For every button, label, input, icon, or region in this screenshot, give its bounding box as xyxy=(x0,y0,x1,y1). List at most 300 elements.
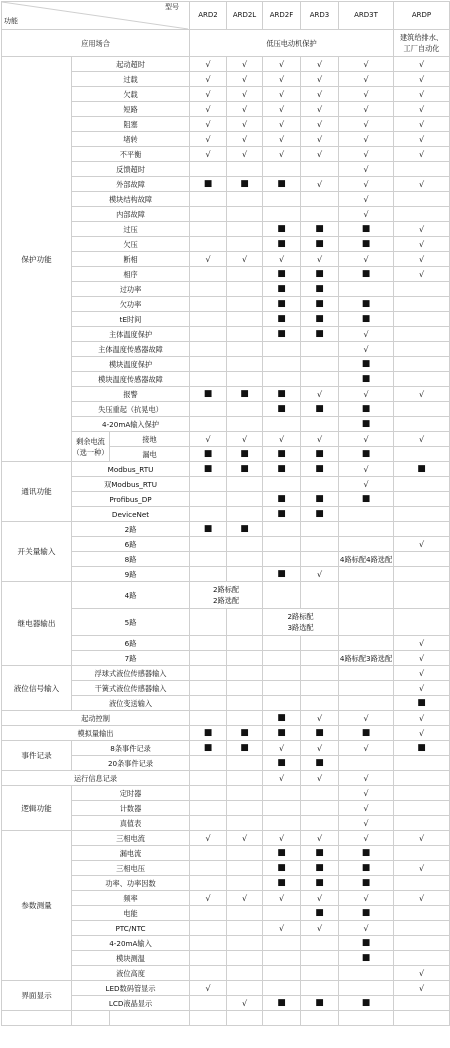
value-cell-ard3t xyxy=(339,666,394,681)
row-label: 欠功率 xyxy=(72,297,190,312)
value-cell-ardp xyxy=(394,522,450,537)
value-cell-ard2f xyxy=(263,192,301,207)
value-cell-ard2f: √ xyxy=(263,921,301,936)
empty-cell xyxy=(394,1011,450,1026)
empty-cell xyxy=(72,1011,110,1026)
residual-label-line2: （选一种） xyxy=(72,447,109,457)
value-cell-ard3: ■ xyxy=(301,447,339,462)
model-header-ard2f: ARD2F xyxy=(263,2,301,30)
row-label: 浮球式液位传感器输入 xyxy=(72,666,190,681)
value-cell-ard3 xyxy=(301,981,339,996)
row-label: Modbus_RTU xyxy=(72,462,190,477)
value-cell-ard2f: ■ xyxy=(263,861,301,876)
value-cell-ardp: √ xyxy=(394,681,450,696)
value-cell-ard3t: ■ xyxy=(339,312,394,327)
value-cell-ard2 xyxy=(190,786,227,801)
value-cell-ard2 xyxy=(190,861,227,876)
value-cell-ardp xyxy=(394,936,450,951)
value-cell-ardp: √ xyxy=(394,966,450,981)
value-cell-ard3t: ■ xyxy=(339,357,394,372)
application-row xyxy=(2,30,450,57)
category-label: 液位信号输入 xyxy=(2,666,72,711)
value-cell-ard2l xyxy=(227,282,263,297)
value-cell-ard2f: √ xyxy=(263,831,301,846)
value-cell-ard3t: √ xyxy=(339,921,394,936)
value-cell-ard3t: √ xyxy=(339,327,394,342)
value-cell-ard3: ■ xyxy=(301,492,339,507)
application-ardp-line1: 建筑给排水、 xyxy=(399,33,444,42)
comparison-table xyxy=(1,1,450,1026)
value-cell-ard2f: √ xyxy=(263,72,301,87)
value-cell-ardp: ■ xyxy=(394,696,450,711)
value-cell-ard3t xyxy=(339,522,394,537)
value-cell-ard2l: √ xyxy=(227,891,263,906)
relay-5-ard2f-ard3 xyxy=(263,609,339,636)
value-cell-ard2l xyxy=(227,297,263,312)
value-cell-ardp xyxy=(394,771,450,786)
empty-cell xyxy=(339,1011,394,1026)
value-cell-ard3t xyxy=(339,567,394,582)
value-cell-ard2l xyxy=(227,222,263,237)
value-cell-ard2f xyxy=(263,666,301,681)
value-cell-ard2f: ■ xyxy=(263,996,301,1011)
value-cell-ardp: √ xyxy=(394,87,450,102)
category-label: 通讯功能 xyxy=(2,462,72,522)
value-cell-ard3t: ■ xyxy=(339,447,394,462)
value-cell-ard2 xyxy=(190,552,227,567)
value-cell-ard3: ■ xyxy=(301,876,339,891)
table-row xyxy=(2,726,450,741)
value-cell-ardp xyxy=(394,282,450,297)
value-cell-ard2 xyxy=(190,402,227,417)
value-cell-ard3 xyxy=(301,801,339,816)
value-cell-ard2l: ■ xyxy=(227,447,263,462)
value-cell-ard3t: ■ xyxy=(339,222,394,237)
value-cell-ard2l: √ xyxy=(227,252,263,267)
value-cell-ard2l xyxy=(227,402,263,417)
value-cell-ard2l xyxy=(227,681,263,696)
value-cell-ard2 xyxy=(190,357,227,372)
value-cell-ard2: ■ xyxy=(190,462,227,477)
row-label: 4-20mA输入保护 xyxy=(72,417,190,432)
empty-cell xyxy=(190,1011,227,1026)
value-cell-ard3: √ xyxy=(301,132,339,147)
value-cell-ard3t xyxy=(339,981,394,996)
row-label: 报警 xyxy=(72,387,190,402)
value-cell-ard2: √ xyxy=(190,432,227,447)
value-cell-ard2f: ■ xyxy=(263,447,301,462)
value-cell-ardp xyxy=(394,567,450,582)
row-label: 4-20mA输入 xyxy=(72,936,190,951)
value-cell-ard2f: √ xyxy=(263,741,301,756)
value-cell-ard2l: √ xyxy=(227,57,263,72)
value-cell-ard2 xyxy=(190,711,227,726)
value-cell-ard3t: 4路标配3路选配 xyxy=(339,651,394,666)
row-label: 断相 xyxy=(72,252,190,267)
value-cell-ardp: √ xyxy=(394,237,450,252)
value-cell-ardp xyxy=(394,162,450,177)
value-cell-ard2 xyxy=(190,609,227,636)
value-cell-ard2 xyxy=(190,816,227,831)
value-cell-ard3t: ■ xyxy=(339,726,394,741)
value-cell-ard2 xyxy=(190,801,227,816)
value-cell-ard3 xyxy=(301,372,339,387)
value-cell-ardp: √ xyxy=(394,132,450,147)
value-cell-ard2l xyxy=(227,801,263,816)
value-cell-ard2f: √ xyxy=(263,252,301,267)
value-cell-ard2l xyxy=(227,981,263,996)
value-cell-ard2l xyxy=(227,192,263,207)
application-ardp xyxy=(394,30,450,57)
value-cell-ard2l xyxy=(227,876,263,891)
value-cell-ardp xyxy=(394,207,450,222)
value-cell-ard2f: ■ xyxy=(263,507,301,522)
value-cell-ard2l: ■ xyxy=(227,522,263,537)
value-cell-ard2f xyxy=(263,582,301,609)
value-cell-ard2f xyxy=(263,552,301,567)
value-cell-ard3: √ xyxy=(301,567,339,582)
value-cell-ard2f xyxy=(263,816,301,831)
row-label: 欠载 xyxy=(72,87,190,102)
value-cell-ard3: ■ xyxy=(301,846,339,861)
value-cell-ard2f xyxy=(263,372,301,387)
category-label: 逻辑功能 xyxy=(2,786,72,831)
value-cell-ard3 xyxy=(301,477,339,492)
value-cell-ard3t: √ xyxy=(339,891,394,906)
value-cell-ard2 xyxy=(190,372,227,387)
value-cell-ard3t: √ xyxy=(339,387,394,402)
value-cell-ard2l xyxy=(227,342,263,357)
value-cell-ard3t: √ xyxy=(339,72,394,87)
value-cell-ardp xyxy=(394,996,450,1011)
value-cell-ard2 xyxy=(190,936,227,951)
value-cell-ardp: √ xyxy=(394,267,450,282)
value-cell-ard3t: √ xyxy=(339,342,394,357)
value-cell-ard2 xyxy=(190,666,227,681)
value-cell-ard2f: √ xyxy=(263,102,301,117)
value-cell-ardp xyxy=(394,951,450,966)
row-label: 失压重起（抗晃电） xyxy=(72,402,190,417)
row-label: 模块温度保护 xyxy=(72,357,190,372)
value-cell-ardp xyxy=(394,402,450,417)
value-cell-ard2f: ■ xyxy=(263,756,301,771)
value-cell-ard2l: √ xyxy=(227,87,263,102)
value-cell-ardp: √ xyxy=(394,981,450,996)
value-cell-ard2f xyxy=(263,207,301,222)
value-cell-ard3: ■ xyxy=(301,402,339,417)
value-cell-ard3t: √ xyxy=(339,432,394,447)
row-label: 8条事件记录 xyxy=(72,741,190,756)
relay-4-line1: 2路标配 xyxy=(212,585,240,594)
corner-function-label: 功能 xyxy=(4,17,18,25)
value-cell-ard3t: ■ xyxy=(339,876,394,891)
value-cell-ard3t xyxy=(339,507,394,522)
model-header-ard3t: ARD3T xyxy=(339,2,394,30)
value-cell-ard2f: ■ xyxy=(263,876,301,891)
value-cell-ard3t: √ xyxy=(339,117,394,132)
value-cell-ard2f: √ xyxy=(263,432,301,447)
row-label: 模拟量输出 xyxy=(2,726,190,741)
value-cell-ard2f xyxy=(263,636,301,651)
table-row xyxy=(2,741,450,756)
value-cell-ard3 xyxy=(301,936,339,951)
value-cell-ard2l xyxy=(227,636,263,651)
value-cell-ard3: ■ xyxy=(301,756,339,771)
row-label: 反馈超时 xyxy=(72,162,190,177)
value-cell-ard3t: ■ xyxy=(339,951,394,966)
application-ardp-line2: 工厂自动化 xyxy=(403,44,440,53)
value-cell-ard2f: ■ xyxy=(263,846,301,861)
row-label: 真值表 xyxy=(72,816,190,831)
value-cell-ard2l xyxy=(227,552,263,567)
value-cell-ard3: √ xyxy=(301,57,339,72)
value-cell-ardp xyxy=(394,357,450,372)
value-cell-ard2f: ■ xyxy=(263,711,301,726)
value-cell-ard3: √ xyxy=(301,711,339,726)
corner-model-label: 型号 xyxy=(165,3,180,11)
row-label: 主体温度传感器故障 xyxy=(72,342,190,357)
category-label: 事件记录 xyxy=(2,741,72,771)
value-cell-ard3 xyxy=(301,951,339,966)
value-cell-ardp: √ xyxy=(394,711,450,726)
value-cell-ard2 xyxy=(190,282,227,297)
row-label: 4路 xyxy=(72,582,190,609)
residual-label-line1: 剩余电流 xyxy=(76,436,105,446)
value-cell-ard3t: ■ xyxy=(339,297,394,312)
value-cell-ard2f: ■ xyxy=(263,282,301,297)
value-cell-ard3: √ xyxy=(301,921,339,936)
value-cell-ard2l xyxy=(227,861,263,876)
value-cell-ard2l xyxy=(227,162,263,177)
value-cell-ard2 xyxy=(190,417,227,432)
value-cell-ard2: ■ xyxy=(190,177,227,192)
value-cell-ard3t xyxy=(339,609,394,636)
value-cell-ard2 xyxy=(190,921,227,936)
value-cell-ard3: √ xyxy=(301,432,339,447)
value-cell-ard3t: √ xyxy=(339,801,394,816)
value-cell-ard2f xyxy=(263,357,301,372)
empty-cell xyxy=(227,1011,263,1026)
value-cell-ard2f xyxy=(263,681,301,696)
value-cell-ard2l xyxy=(227,936,263,951)
value-cell-ard2 xyxy=(190,876,227,891)
value-cell-ardp xyxy=(394,297,450,312)
value-cell-ardp: ■ xyxy=(394,741,450,756)
value-cell-ard2f xyxy=(263,651,301,666)
value-cell-ardp: √ xyxy=(394,636,450,651)
value-cell-ardp xyxy=(394,507,450,522)
row-label: 堵转 xyxy=(72,132,190,147)
row-label: 漏电 xyxy=(110,447,190,462)
value-cell-ard3: √ xyxy=(301,891,339,906)
value-cell-ard2l: ■ xyxy=(227,177,263,192)
value-cell-ard2: √ xyxy=(190,87,227,102)
value-cell-ard3: √ xyxy=(301,72,339,87)
row-label: 8路 xyxy=(72,552,190,567)
value-cell-ard2: √ xyxy=(190,831,227,846)
value-cell-ard3t: √ xyxy=(339,711,394,726)
value-cell-ard3t: √ xyxy=(339,177,394,192)
row-label: 6路 xyxy=(72,537,190,552)
row-label: 2路 xyxy=(72,522,190,537)
value-cell-ard2f: ■ xyxy=(263,237,301,252)
value-cell-ard2f xyxy=(263,417,301,432)
category-label: 参数测量 xyxy=(2,831,72,981)
value-cell-ard2l: ■ xyxy=(227,387,263,402)
value-cell-ard2f: ■ xyxy=(263,297,301,312)
value-cell-ard2 xyxy=(190,906,227,921)
value-cell-ard2: √ xyxy=(190,132,227,147)
row-label: DeviceNet xyxy=(72,507,190,522)
value-cell-ardp xyxy=(394,801,450,816)
value-cell-ard3t: ■ xyxy=(339,402,394,417)
value-cell-ard2l xyxy=(227,267,263,282)
value-cell-ard2f: ■ xyxy=(263,267,301,282)
row-label: 模块结构故障 xyxy=(72,192,190,207)
table-row xyxy=(2,831,450,846)
value-cell-ard2f: √ xyxy=(263,147,301,162)
value-cell-ard3 xyxy=(301,342,339,357)
value-cell-ardp xyxy=(394,327,450,342)
value-cell-ard2l: ■ xyxy=(227,462,263,477)
value-cell-ard3 xyxy=(301,417,339,432)
model-header-ard2: ARD2 xyxy=(190,2,227,30)
value-cell-ard2l xyxy=(227,357,263,372)
value-cell-ard2: √ xyxy=(190,252,227,267)
value-cell-ard2: ■ xyxy=(190,522,227,537)
value-cell-ard3: √ xyxy=(301,177,339,192)
value-cell-ard3t: √ xyxy=(339,57,394,72)
row-label: 计数器 xyxy=(72,801,190,816)
value-cell-ard2: ■ xyxy=(190,387,227,402)
value-cell-ard2l: √ xyxy=(227,432,263,447)
value-cell-ard2l xyxy=(227,237,263,252)
value-cell-ard2f xyxy=(263,786,301,801)
value-cell-ard3t: √ xyxy=(339,192,394,207)
row-label: 模块测温 xyxy=(72,951,190,966)
row-label: 相序 xyxy=(72,267,190,282)
value-cell-ard3t xyxy=(339,696,394,711)
value-cell-ard3: ■ xyxy=(301,282,339,297)
value-cell-ardp: √ xyxy=(394,432,450,447)
value-cell-ardp xyxy=(394,552,450,567)
value-cell-ard2l xyxy=(227,771,263,786)
row-label: tE时间 xyxy=(72,312,190,327)
value-cell-ard3 xyxy=(301,966,339,981)
value-cell-ard2: √ xyxy=(190,891,227,906)
model-header-ard3: ARD3 xyxy=(301,2,339,30)
table-row xyxy=(2,711,450,726)
value-cell-ard2f xyxy=(263,981,301,996)
value-cell-ardp xyxy=(394,816,450,831)
relay-5-line2: 3路选配 xyxy=(287,623,314,632)
value-cell-ard2f: √ xyxy=(263,57,301,72)
value-cell-ardp xyxy=(394,492,450,507)
value-cell-ardp xyxy=(394,582,450,609)
value-cell-ard3: ■ xyxy=(301,507,339,522)
value-cell-ardp xyxy=(394,477,450,492)
value-cell-ard3 xyxy=(301,552,339,567)
value-cell-ard2l xyxy=(227,477,263,492)
value-cell-ardp: √ xyxy=(394,537,450,552)
value-cell-ard3: ■ xyxy=(301,996,339,1011)
value-cell-ard2l xyxy=(227,711,263,726)
value-cell-ard3t: √ xyxy=(339,162,394,177)
value-cell-ard3: √ xyxy=(301,102,339,117)
value-cell-ard2: √ xyxy=(190,102,227,117)
row-label: 6路 xyxy=(72,636,190,651)
value-cell-ard3: ■ xyxy=(301,267,339,282)
value-cell-ard2 xyxy=(190,297,227,312)
value-cell-ard2: √ xyxy=(190,72,227,87)
row-label: 运行信息记录 xyxy=(2,771,190,786)
value-cell-ard2l xyxy=(227,966,263,981)
value-cell-ard2l xyxy=(227,666,263,681)
value-cell-ard3t: ■ xyxy=(339,846,394,861)
value-cell-ard3t: √ xyxy=(339,786,394,801)
row-label: 起动控制 xyxy=(2,711,190,726)
value-cell-ard2l: √ xyxy=(227,132,263,147)
value-cell-ard3 xyxy=(301,786,339,801)
value-cell-ard2 xyxy=(190,342,227,357)
row-label: 过载 xyxy=(72,72,190,87)
value-cell-ard3t xyxy=(339,582,394,609)
value-cell-ardp: √ xyxy=(394,387,450,402)
value-cell-ard3t xyxy=(339,537,394,552)
value-cell-ardp xyxy=(394,786,450,801)
value-cell-ardp xyxy=(394,906,450,921)
value-cell-ard3t: √ xyxy=(339,477,394,492)
value-cell-ard3: ■ xyxy=(301,726,339,741)
value-cell-ard3 xyxy=(301,582,339,609)
value-cell-ard2l xyxy=(227,567,263,582)
value-cell-ard2 xyxy=(190,312,227,327)
value-cell-ard2f: ■ xyxy=(263,567,301,582)
table-body xyxy=(2,2,450,1026)
value-cell-ard3t: √ xyxy=(339,87,394,102)
value-cell-ard2f: ■ xyxy=(263,327,301,342)
table-row xyxy=(2,522,450,537)
value-cell-ard3: √ xyxy=(301,252,339,267)
model-header-ard2l: ARD2L xyxy=(227,2,263,30)
value-cell-ard3t: ■ xyxy=(339,936,394,951)
row-label: 液位变送输入 xyxy=(72,696,190,711)
value-cell-ard2l xyxy=(227,417,263,432)
value-cell-ard3t: ■ xyxy=(339,861,394,876)
value-cell-ard2l: √ xyxy=(227,102,263,117)
value-cell-ard2f xyxy=(263,951,301,966)
relay-4-ard2-ard2l xyxy=(190,582,263,609)
value-cell-ard2 xyxy=(190,492,227,507)
value-cell-ard3 xyxy=(301,207,339,222)
value-cell-ard2f: ■ xyxy=(263,402,301,417)
row-label: 三相电流 xyxy=(72,831,190,846)
row-label: 起动超时 xyxy=(72,57,190,72)
value-cell-ard2 xyxy=(190,237,227,252)
value-cell-ardp: √ xyxy=(394,222,450,237)
value-cell-ard2l xyxy=(227,609,263,636)
value-cell-ardp: √ xyxy=(394,651,450,666)
row-label: 液位高度 xyxy=(72,966,190,981)
value-cell-ardp: √ xyxy=(394,102,450,117)
value-cell-ard3 xyxy=(301,357,339,372)
table-row xyxy=(2,981,450,996)
value-cell-ard3t xyxy=(339,636,394,651)
row-label: 不平衡 xyxy=(72,147,190,162)
row-label: 内部故障 xyxy=(72,207,190,222)
value-cell-ardp xyxy=(394,417,450,432)
value-cell-ard2l xyxy=(227,492,263,507)
